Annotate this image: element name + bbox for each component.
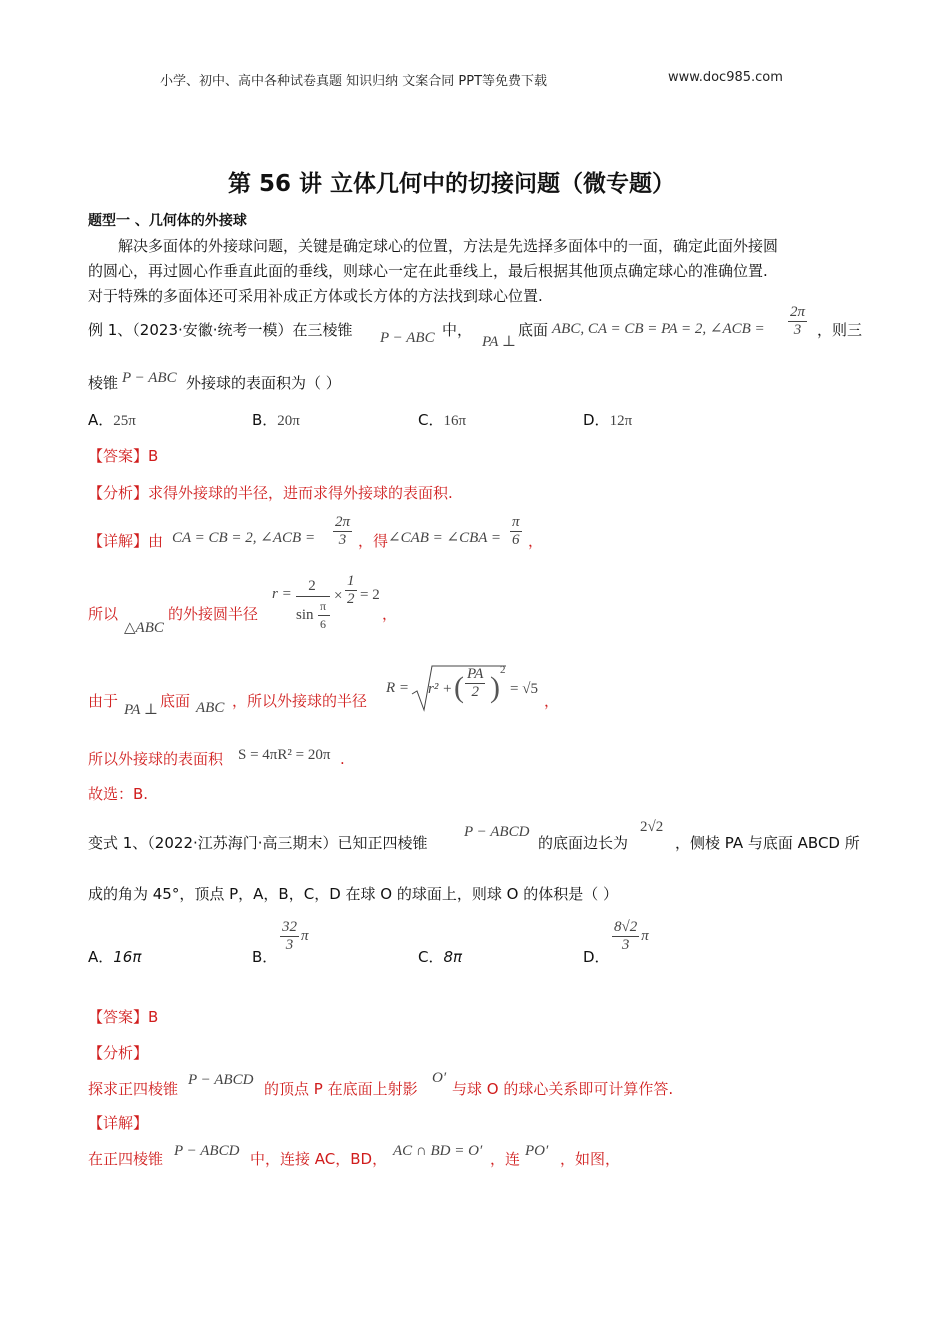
line2-num-text: 2 bbox=[308, 578, 316, 594]
line3-result: = √5 bbox=[510, 681, 538, 697]
v-option-b-pi: π bbox=[301, 927, 309, 944]
line3-dimian: 底面 bbox=[160, 692, 191, 710]
option-c-label: C． bbox=[418, 411, 444, 429]
line3-square: 2 bbox=[500, 664, 506, 676]
example1-line1 bbox=[88, 318, 353, 342]
detail-frac2-num: π bbox=[512, 514, 520, 530]
line3-two: 2 bbox=[471, 684, 479, 700]
line3-pa-frac bbox=[463, 667, 487, 700]
v-option-c-label: C． bbox=[418, 948, 444, 966]
example1-frac-num: 2π bbox=[790, 304, 806, 320]
example1-prefix: 例 1、（2023·安徽·统考一模）在三棱锥 bbox=[88, 321, 353, 339]
variant1-detail-text3: ，如图， bbox=[560, 1150, 621, 1168]
example1-condition: ABC, CA = CB = PA = 2, ∠ACB = bbox=[552, 321, 765, 337]
line2-six: 6 bbox=[320, 617, 326, 631]
variant1-analysis-o: O′ bbox=[432, 1070, 447, 1086]
line2-end: ， bbox=[382, 605, 398, 623]
line2-times: × bbox=[334, 588, 343, 604]
line2-eq: = 2 bbox=[360, 587, 380, 603]
v-option-d-num: 8√2 bbox=[614, 919, 638, 935]
detail-math: CA = CB = 2, ∠ACB = bbox=[172, 530, 316, 546]
v-option-d-pi: π bbox=[641, 927, 649, 944]
detail-frac2-den: 6 bbox=[512, 532, 520, 548]
header-text: 小学、初中、高中各种试卷真题 知识归纳 文案合同 PPT等免费下载 bbox=[160, 74, 548, 89]
detail-end: ， bbox=[528, 532, 544, 550]
option-b-label: B． bbox=[252, 411, 278, 429]
v-option-b-den: 3 bbox=[285, 937, 294, 953]
v-option-c-value: 8π bbox=[443, 948, 463, 966]
variant1-answer: 【答案】B bbox=[88, 1008, 159, 1026]
page-title: 第 56 讲 立体几何中的切接问题（微专题） bbox=[228, 171, 676, 197]
line4-end: . bbox=[340, 750, 345, 768]
example1-option-a[interactable] bbox=[88, 408, 136, 433]
example1-analysis: 【分析】求得外接球的半径，进而求得外接球的表面积. bbox=[88, 484, 453, 502]
line3-prefix: 由于 bbox=[88, 692, 119, 710]
line3-pa: PA ⊥ bbox=[124, 702, 158, 718]
variant1-analysis-text1: 的顶点 P 在底面上射影 bbox=[264, 1080, 418, 1098]
v-option-b-num: 32 bbox=[282, 919, 297, 935]
variant1-text2: ，侧棱 PA 与底面 ABCD 所 bbox=[675, 834, 860, 852]
variant1-length: 2√2 bbox=[640, 819, 664, 835]
intro-line-1: 解决多面体的外接球问题，关键是确定球心的位置，方法是先选择多面体中的一面，确定此面外接圆 bbox=[118, 237, 779, 255]
variant1-analysis-prefix: 探求正四棱锥 bbox=[88, 1080, 179, 1098]
line5-conclusion: 故选：B. bbox=[88, 785, 149, 803]
line2-small-bar bbox=[318, 615, 330, 616]
line3-abc: ABC bbox=[196, 700, 225, 716]
variant1-detail-pyramid: P − ABCD bbox=[174, 1143, 240, 1159]
line3-pa2: PA bbox=[467, 666, 484, 682]
detail-label: 【详解】由 bbox=[88, 532, 164, 550]
line2-fraction-bar bbox=[296, 596, 330, 597]
header-site[interactable]: www.doc985.com bbox=[668, 70, 783, 85]
variant1-pyramid: P − ABCD bbox=[464, 824, 530, 840]
line3-end: ， bbox=[544, 692, 560, 710]
variant1-option-b-frac[interactable] bbox=[278, 920, 309, 953]
v-option-d-den: 3 bbox=[621, 937, 630, 953]
option-b-value: 20π bbox=[277, 413, 300, 429]
line2-sin: sin bbox=[296, 607, 314, 623]
variant1-text1: 的底面边长为 bbox=[538, 834, 629, 852]
option-d-value: 12π bbox=[609, 413, 633, 429]
line2-pi: π bbox=[320, 599, 327, 613]
intro-line-2: 的圆心，再过圆心作垂直此面的垂线，则球心一定在此垂线上，最后根据其他顶点确定球心的准确位置. bbox=[88, 262, 768, 280]
variant1-detail-label: 【详解】 bbox=[88, 1114, 149, 1132]
option-a-value: 25π bbox=[113, 413, 136, 429]
variant1-analysis-text2: 与球 O 的球心关系即可计算作答. bbox=[452, 1080, 674, 1098]
detail-frac-num: 2π bbox=[335, 514, 351, 530]
variant1-option-d-label[interactable]: D． bbox=[583, 948, 610, 966]
variant1-detail-math: AC ∩ BD = O′ bbox=[393, 1143, 483, 1159]
v-option-a-value: 16π bbox=[113, 948, 142, 966]
variant1-analysis-label: 【分析】 bbox=[88, 1044, 149, 1062]
line2-prefix: 所以 bbox=[88, 605, 119, 623]
example1-option-b[interactable] bbox=[252, 408, 300, 433]
example1-fraction bbox=[786, 305, 809, 338]
variant1-detail-text1: 中，连接 AC，BD， bbox=[250, 1150, 388, 1168]
line2-half-num: 1 bbox=[347, 573, 355, 589]
variant1-option-a[interactable] bbox=[88, 945, 141, 969]
line2-num bbox=[296, 575, 328, 595]
example1-line2-text: 外接球的表面积为（ ） bbox=[186, 374, 341, 392]
line2-triangle: △ABC bbox=[124, 620, 164, 636]
option-c-value: 16π bbox=[443, 413, 467, 429]
example1-frac-den: 3 bbox=[793, 322, 802, 338]
variant1-detail-text2: ，连 bbox=[490, 1150, 521, 1168]
line2-half-den: 2 bbox=[347, 591, 355, 607]
line3-paren-right: ) bbox=[490, 671, 500, 704]
variant1-detail-po: PO′ bbox=[525, 1143, 549, 1159]
line4-text: 所以外接球的表面积 bbox=[88, 750, 224, 768]
line3-R: R = bbox=[386, 680, 410, 696]
variant1-analysis-pyramid: P − ABCD bbox=[188, 1072, 254, 1088]
line2-half bbox=[343, 574, 359, 607]
example1-option-c[interactable] bbox=[418, 408, 466, 433]
line3-paren-left: ( bbox=[454, 671, 464, 704]
variant1-prefix: 变式 1、（2022·江苏海门·高三期末）已知正四棱锥 bbox=[88, 834, 428, 852]
line4-math: S = 4πR² = 20π bbox=[238, 747, 331, 763]
line2-r: r = bbox=[272, 586, 292, 602]
example1-option-d[interactable] bbox=[583, 408, 632, 433]
example1-zhong: 中， bbox=[442, 321, 473, 339]
example1-tail: ，则三 bbox=[817, 321, 863, 339]
option-d-label: D． bbox=[583, 411, 610, 429]
detail-frac-den: 3 bbox=[338, 532, 347, 548]
intro-line-3: 对于特殊的多面体还可采用补成正方体或长方体的方法找到球心位置. bbox=[88, 287, 543, 305]
example1-dimian: 底面 bbox=[518, 321, 549, 339]
detail-mid: ，得 bbox=[358, 532, 389, 550]
section-heading: 题型一 、几何体的外接球 bbox=[88, 213, 247, 229]
line2-text: 的外接圆半径 bbox=[168, 605, 259, 623]
example1-line2-pyramid: P − ABC bbox=[122, 370, 177, 386]
variant1-option-d-frac[interactable] bbox=[610, 920, 649, 953]
detail-fraction bbox=[331, 515, 354, 548]
line3-text: ，所以外接球的半径 bbox=[232, 692, 368, 710]
example1-pyramid: P − ABC bbox=[380, 330, 435, 346]
variant1-detail-prefix: 在正四棱锥 bbox=[88, 1150, 164, 1168]
option-a-label: A． bbox=[88, 411, 114, 429]
variant1-option-c[interactable] bbox=[418, 945, 462, 969]
variant1-line2: 成的角为 45°，顶点 P，A，B，C，D 在球 O 的球面上，则球 O 的体积是（ ） bbox=[88, 885, 618, 903]
v-option-a-label: A． bbox=[88, 948, 114, 966]
line3-r2: r² + bbox=[428, 681, 453, 697]
example1-pa-perp: PA ⊥ bbox=[482, 334, 516, 350]
variant1-option-b-label[interactable]: B． bbox=[252, 948, 278, 966]
detail-fraction2 bbox=[508, 515, 524, 548]
example1-line2-prefix: 棱锥 bbox=[88, 374, 119, 392]
detail-math2: ∠CAB = ∠CBA = bbox=[388, 530, 502, 546]
example1-answer: 【答案】B bbox=[88, 447, 159, 465]
